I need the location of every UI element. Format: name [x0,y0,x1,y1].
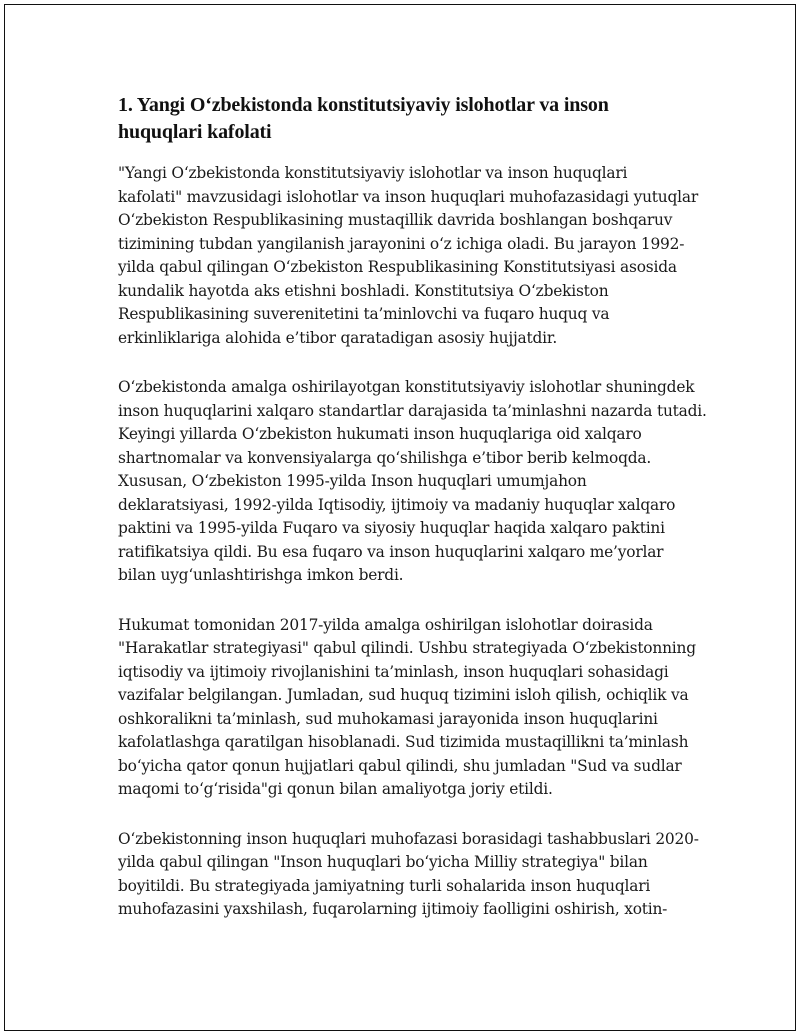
paragraph [118,162,699,350]
section-heading-line: 1. Yangi O‘zbekistonda konstitutsiyaviy islohotlar va inson [118,94,609,116]
text-line: Respublikasining suverenitetini ta’minlovchi va fuqaro huquq va [118,305,610,323]
text-line: "Yangi O‘zbekistonda konstitutsiyaviy islohotlar va inson huquqlari [118,164,628,182]
text-line: deklaratsiyasi, 1992-yilda Iqtisodiy, ijtimoiy va madaniy huquqlar xalqaro [118,495,676,514]
text-line: O‘zbekistonda amalga oshirilayotgan konstitutsiyaviy islohotlar shuningdek [118,378,695,396]
text-line: vazifalar belgilangan. Jumladan, sud huquq tizimini isloh qilish, ochiqlik va [118,686,689,704]
section-heading-line: huquqlari kafolati [118,121,272,143]
text-line: maqomi to‘g‘risida"gi qonun bilan amaliyotga joriy etildi. [118,780,553,798]
text-line: kafolatlashga qaratilgan hisoblanadi. Sud tizimida mustaqillikni ta’minlash [118,733,689,751]
text-line: inson huquqlarini xalqaro standartlar darajasida ta’minlashni nazarda tutadi. [118,401,707,420]
text-line: ratifikatsiya qildi. Bu esa fuqaro va inson huquqlarini xalqaro me’yorlar [118,542,664,561]
text-line: bo‘yicha qator qonun hujjatlari qabul qilindi, shu jumladan "Sud va sudlar [118,756,682,775]
paragraph [118,614,696,802]
text-line: boyitildi. Bu strategiyada jamiyatning turli sohalarida inson huquqlari [118,876,651,895]
text-line: iqtisodiy va ijtimoiy rivojlanishini ta’minlash, inson huquqlari sohasidagi [118,662,669,681]
text-line: paktini va 1995-yilda Fuqaro va siyosiy huquqlar haqida xalqaro paktini [118,519,665,537]
text-line: kundalik hayotda aks etishni boshladi. Konstitutsiya O‘zbekiston [118,281,609,300]
text-line: oshkoralikni ta’minlash, sud muhokamasi jarayonida inson huquqlarini [118,709,658,728]
paragraph [118,828,699,922]
text-line: Keyingi yillarda O‘zbekiston hukumati inson huquqlariga oid xalqaro [118,425,642,443]
text-line: bilan uyg‘unlashtirishga imkon berdi. [118,566,404,584]
text-line: shartnomalar va konvensiyalarga qo‘shilishga e’tibor berib kelmoqda. [118,448,652,467]
text-line: tizimining tubdan yangilanish jarayonini o‘z ichiga oladi. Bu jarayon 1992- [118,234,685,253]
paragraph [118,376,707,588]
section-heading [118,92,683,146]
text-line: "Harakatlar strategiyasi" qabul qilindi. Ushbu strategiyada O‘zbekistonning [118,639,696,657]
document-body [118,92,707,948]
text-line: Xususan, O‘zbekiston 1995-yilda Inson huquqlari umumjahon [118,472,587,490]
text-line: erkinliklariga alohida e’tibor qaratadigan asosiy hujjatdir. [118,328,558,347]
text-line: Hukumat tomonidan 2017-yilda amalga oshirilgan islohotlar doirasida [118,615,653,634]
text-line: yilda qabul qilingan O‘zbekiston Respublikasining Konstitutsiyasi asosida [118,258,677,276]
text-line: yilda qabul qilingan "Inson huquqlari bo‘yicha Milliy strategiya" bilan [118,853,648,871]
text-line: O‘zbekistonning inson huquqlari muhofazasi borasidagi tashabbuslari 2020- [118,829,699,848]
text-line: O‘zbekiston Respublikasining mustaqillik davrida boshlangan boshqaruv [118,211,673,229]
text-line: muhofazasini yaxshilash, fuqarolarning ijtimoiy faolligini oshirish, xotin- [118,900,668,918]
text-line: kafolati" mavzusidagi islohotlar va inson huquqlari muhofazasidagi yutuqlar [118,187,699,206]
